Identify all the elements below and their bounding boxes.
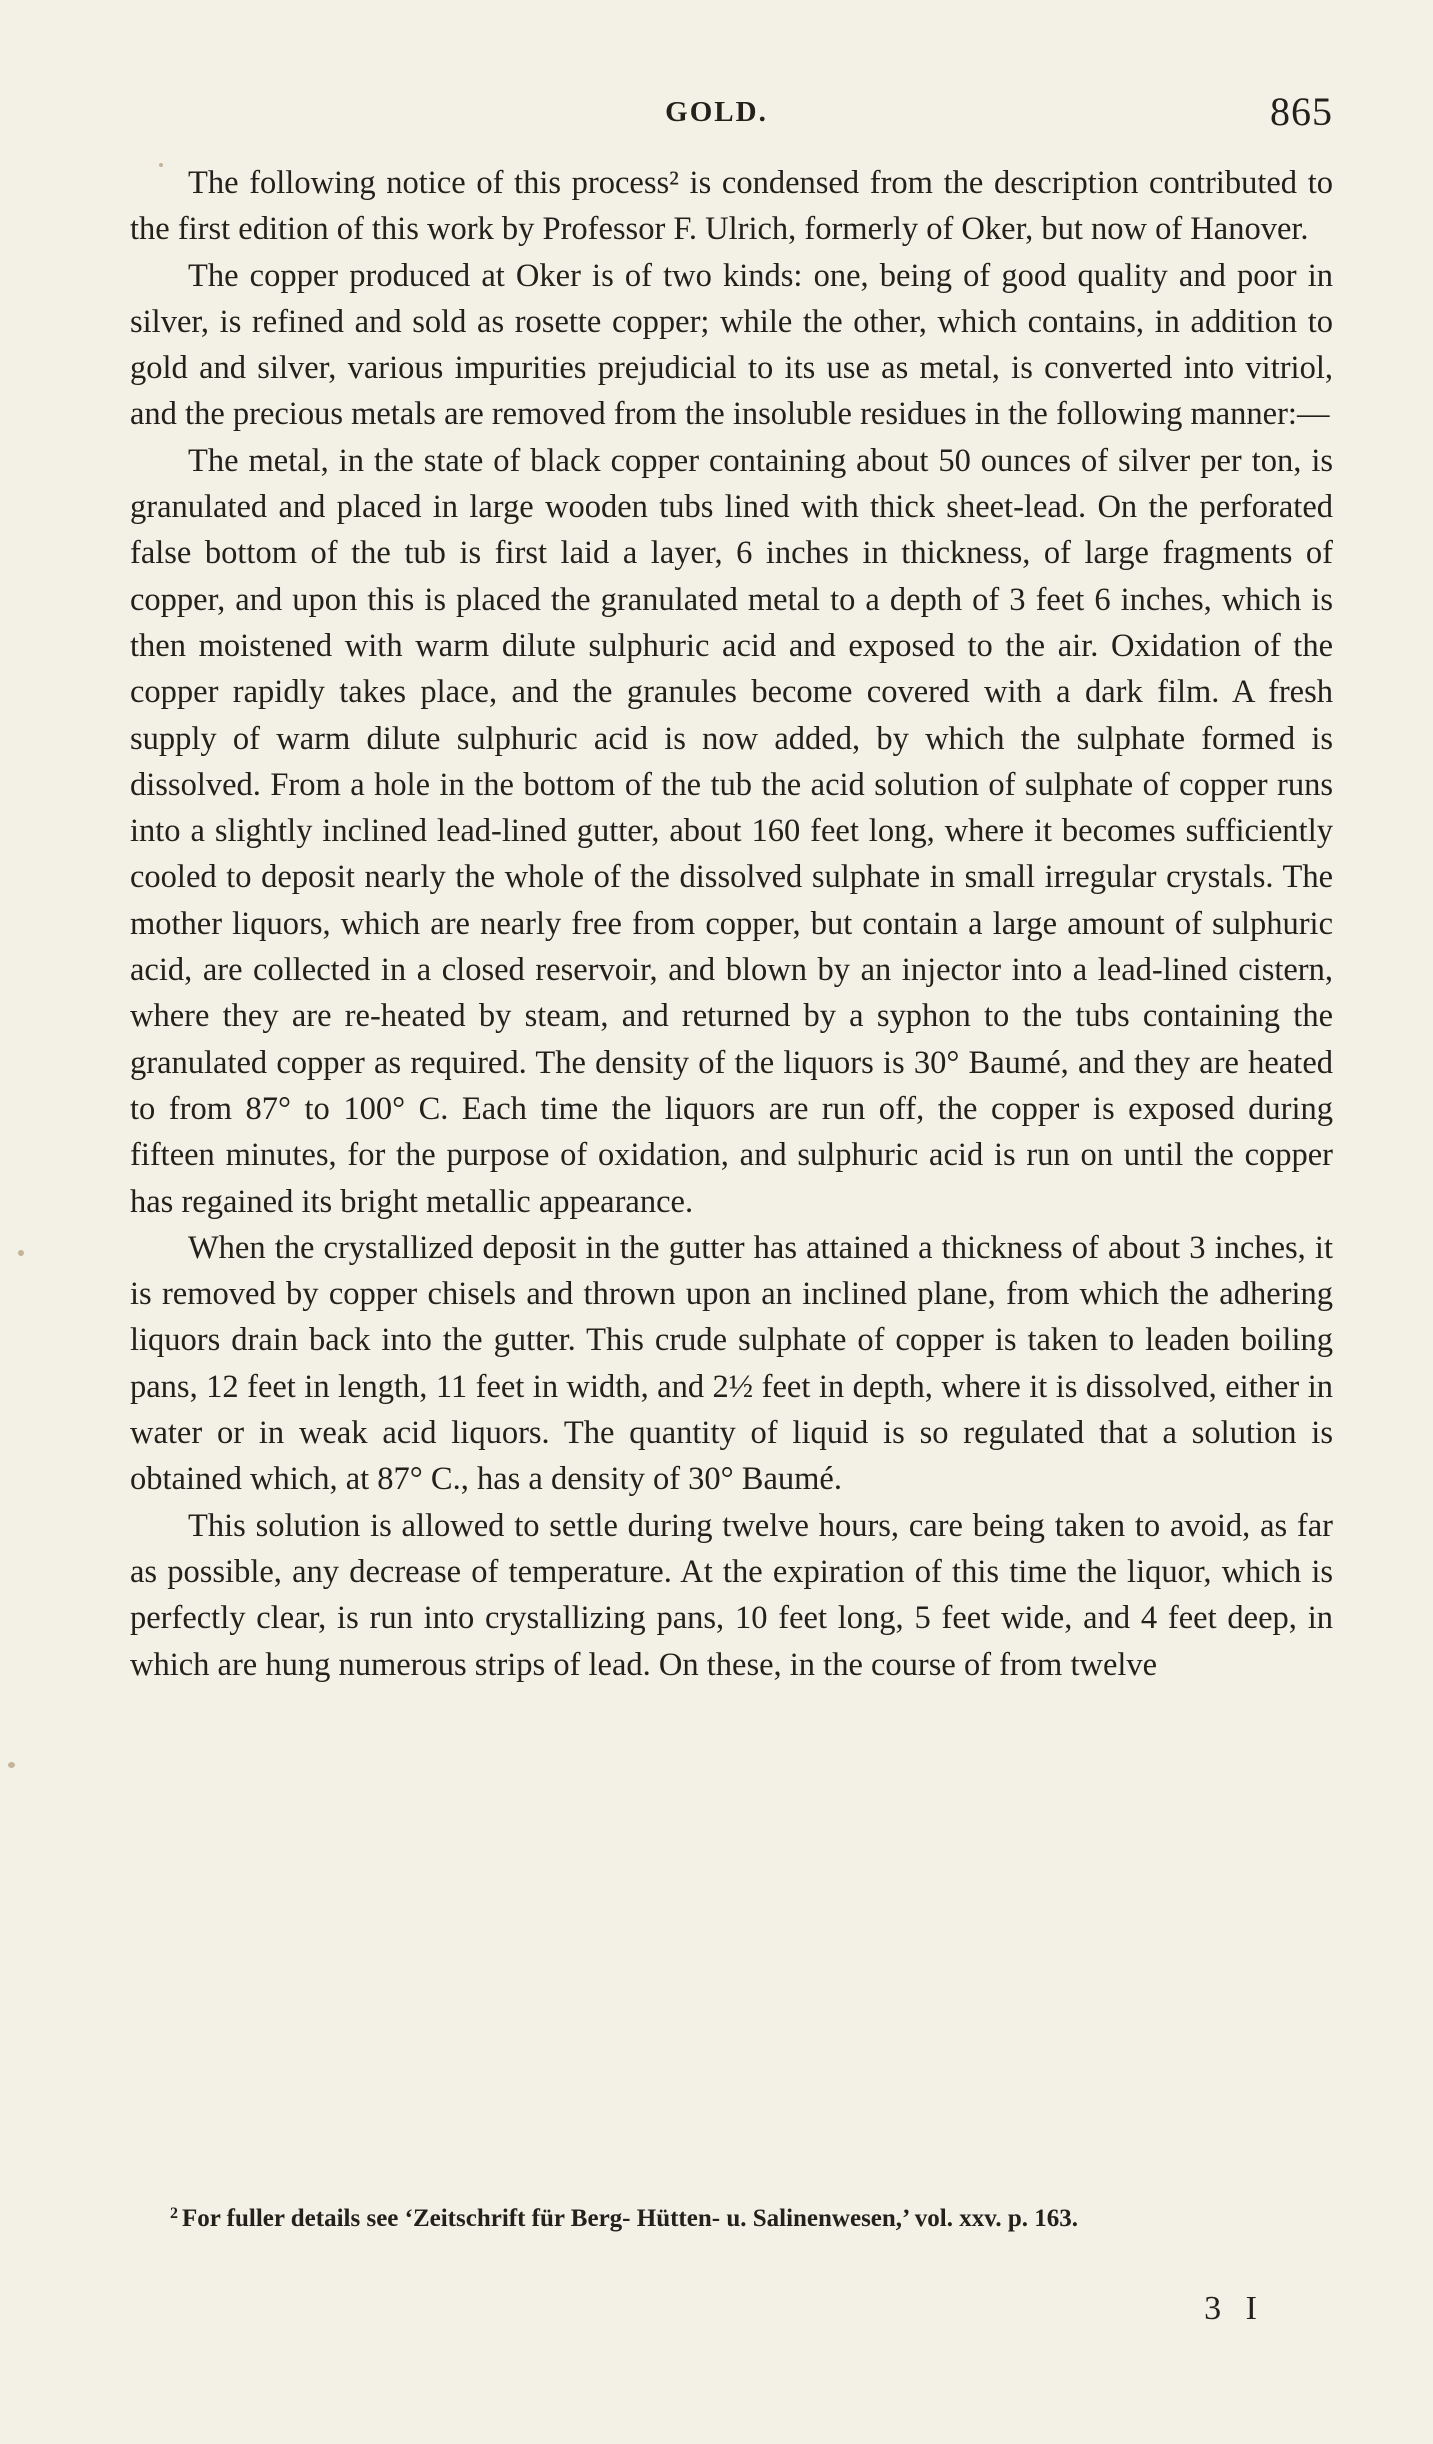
paragraph-crystallized-deposit: When the crystallized deposit in the gutter has attained a thickness of about 3 inches, it is removed by copper chisels and thrown upon an inclined plane, from which the adhering liquors drain back into the gutter. This crude sulphate of copper is taken to leaden boiling pans, 12 feet in length, 11 feet in width, and 2½ feet in depth, where it is dissolved, either in water or in weak acid liquors. The quantity of liquid is so regulated that a solution is obtained which, at 87° C., has a density of 30° Baumé.	[130, 1229, 1333, 1498]
ink-speck-mark	[18, 1250, 24, 1256]
footnote	[130, 2198, 1333, 2235]
ink-speck-mark	[8, 1762, 15, 1768]
paragraph-granulation-process: The metal, in the state of black copper containing about 50 ounces of silver per ton, is granulated and placed in large wooden tubs lined with thick sheet-lead. On the perforated false bottom of the tub is first laid a layer, 6 inches in thickness, of large fragments of copper, and upon this is placed the granulated metal to a depth of 3 feet 6 inches, which is then moistened with warm dilute sulphuric acid and exposed to the air. Oxidation of the copper rapidly takes place, and the granules become covered with a dark film. A fresh supply of warm dilute sulphuric acid is now added, by which the sulphate formed is dissolved. From a hole in the bottom of the tub the acid solution of sulphate of copper runs into a slightly inclined lead-lined gutter, about 160 feet long, where it becomes sufficiently cooled to deposit nearly the whole of the dissolved sulphate in small irregular crystals. The mother liquors, which are nearly free from copper, but contain a large amount of sulphuric acid, are collected in a closed reservoir, and blown by an injector into a lead-lined cistern, where they are re-heated by steam, and returned by a syphon to the tubs containing the granulated copper as required. The density of the liquors is 30° Baumé, and they are heated to from 87° to 100° C. Each time the liquors are run off, the copper is exposed during fifteen minutes, for the purpose of oxidation, and sulphuric acid is run on until the copper has regained its bright metallic appearance.	[130, 442, 1333, 1220]
page-number: 865	[1270, 89, 1333, 134]
running-title: GOLD.	[665, 96, 768, 128]
paragraph-copper-kinds: The copper produced at Oker is of two kinds: one, being of good quality and poor in silver, is refined and sold as rosette copper; while the other, which contains, in addition to gold and silver, various impurities prejudicial to its use as metal, is converted into vitriol, and the precious metals are removed from the insoluble residues in the following manner:—	[130, 257, 1333, 433]
paragraph-process-notice: The following notice of this process² is condensed from the description contributed to the first edition of this work by Professor F. Ulrich, formerly of Oker, but now of Hanover.	[130, 165, 1333, 248]
footnote-marker: 2	[170, 2205, 178, 2222]
running-head	[0, 88, 1433, 138]
ink-speck-mark	[159, 163, 163, 167]
signature-mark: 3 I	[1204, 2290, 1265, 2327]
body-text	[130, 160, 1333, 1688]
paragraph-settling-solution: This solution is allowed to settle during twelve hours, care being taken to avoid, as far as possible, any decrease of temperature. At the expiration of this time the liquor, which is perfectly clear, is run into crystallizing pans, 10 feet long, 5 feet wide, and 4 feet deep, in which are hung numerous strips of lead. On these, in the course of from twelve	[130, 1507, 1333, 1683]
footnote-text: For fuller details see ‘Zeitschrift für Berg- Hütten- u. Salinenwesen,’ vol. xxv. p. 163.	[182, 2205, 1078, 2232]
